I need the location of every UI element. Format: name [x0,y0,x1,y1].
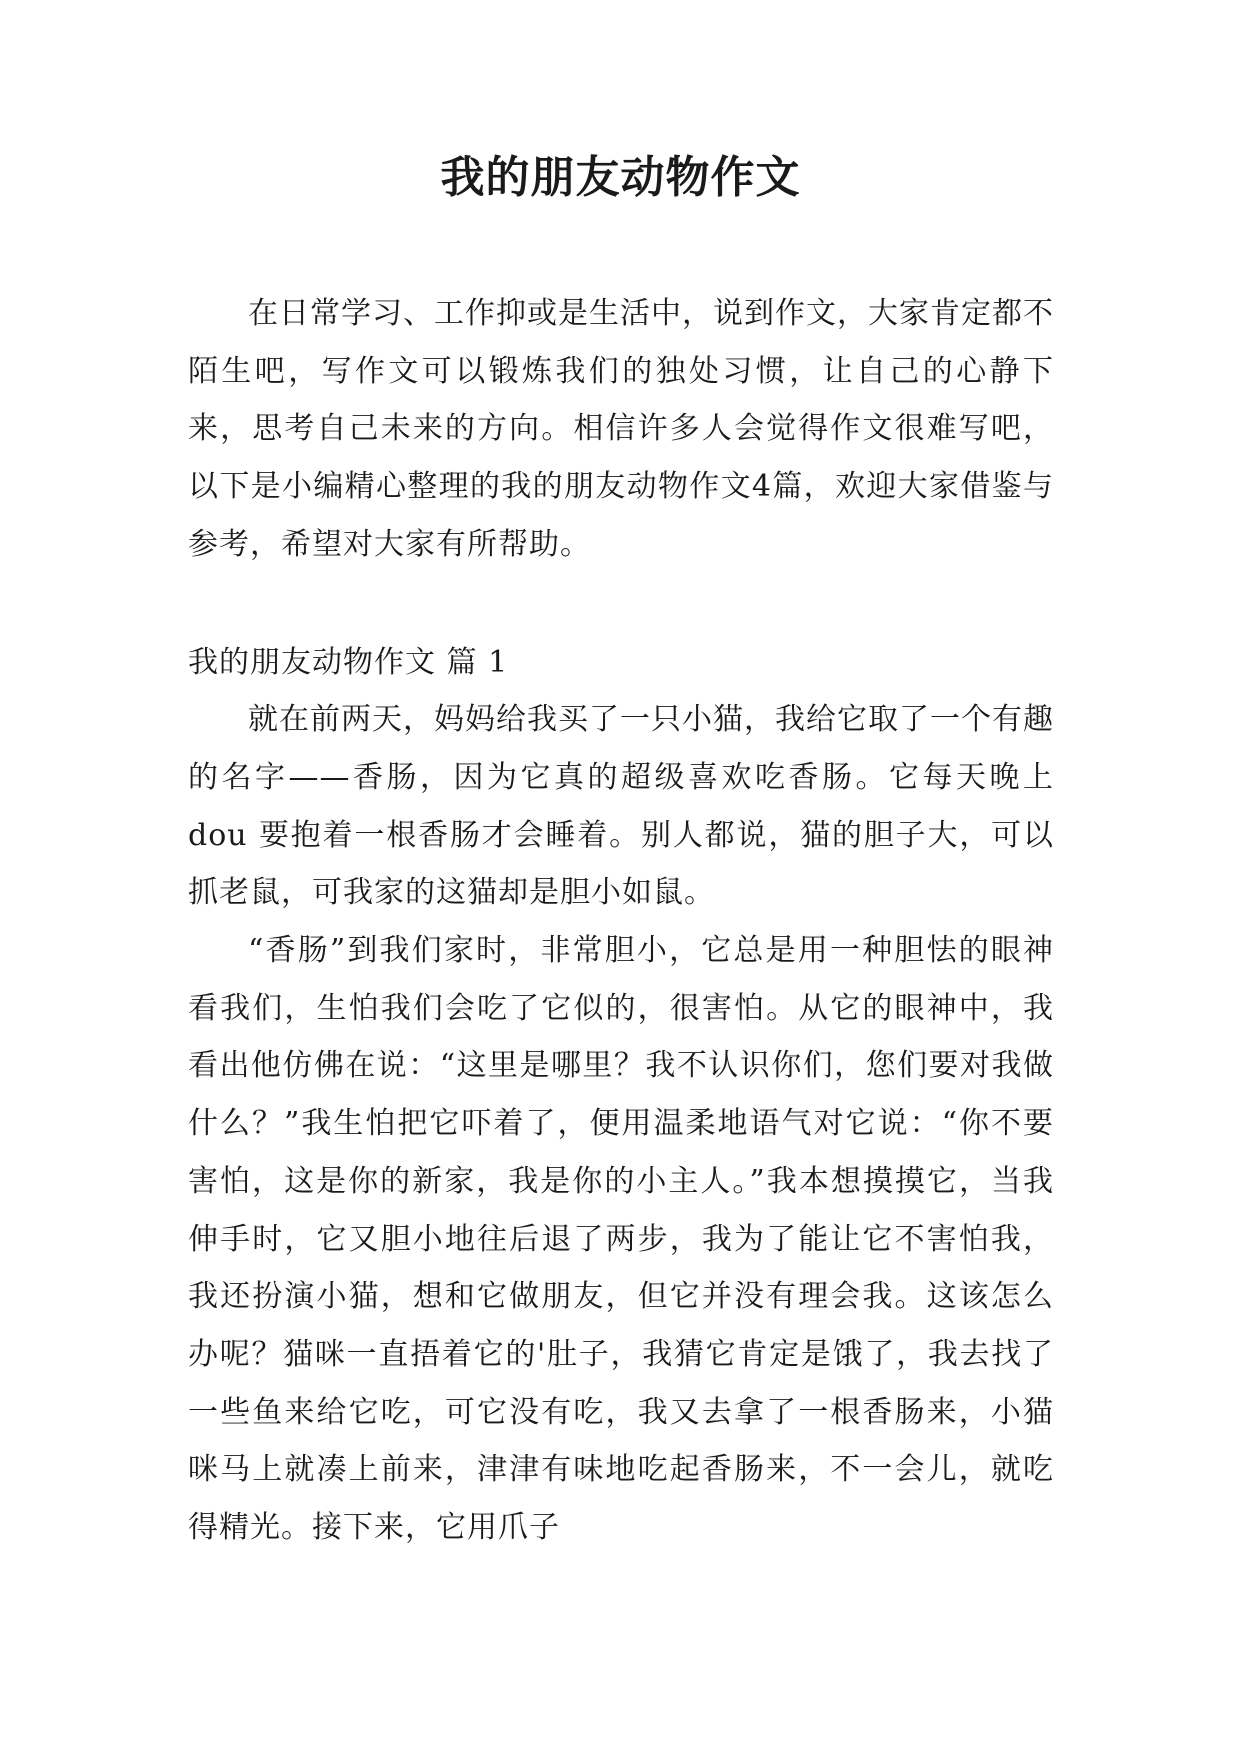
body-paragraph: “香肠”到我们家时，非常胆小，它总是用一种胆怯的眼神看我们，生怕我们会吃了它似的，很害怕。从它的眼神中，我看出他仿佛在说：“这里是哪里？我不认识你们，您们要对我做什么？”我生怕把它吓着了，便用温柔地语气对它说：“你不要害怕，这是你的新家，我是你的小主人。”我本想摸摸它，当我伸手时，它又胆小地往后退了两步，我为了能让它不害怕我，我还扮演小猫，想和它做朋友，但它并没有理会我。这该怎么办呢？猫咪一直捂着它的'肚子，我猜它肯定是饿了，我去找了一些鱼来给它吃，可它没有吃，我又去拿了一根香肠来，小猫咪马上就凑上前来，津津有味地吃起香肠来，不一会儿，就吃得精光。接下来，它用爪子 [188,933,1054,1546]
body-paragraph: 就在前两天，妈妈给我买了一只小猫，我给它取了一个有趣的名字——香肠，因为它真的超级喜欢吃香肠。它每天晚上 dou 要抱着一根香肠才会睡着。别人都说，猫的胆子大，可以抓老鼠，可我家的这猫却是胆小如鼠。 [188,702,1054,911]
section-spacer [188,574,1054,634]
section-heading: 我的朋友动物作文 篇 1 [188,644,509,680]
document-body [188,285,1054,1557]
page-title: 我的朋友动物作文 [440,152,801,203]
intro-paragraph: 在日常学习、工作抑或是生活中，说到作文，大家肯定都不陌生吧，写作文可以锻炼我们的独处习惯，让自己的心静下来，思考自己未来的方向。相信许多人会觉得作文很难写吧，以下是小编精心整理的我的朋友动物作文4篇，欢迎大家借鉴与参考，希望对大家有所帮助。 [188,296,1054,562]
